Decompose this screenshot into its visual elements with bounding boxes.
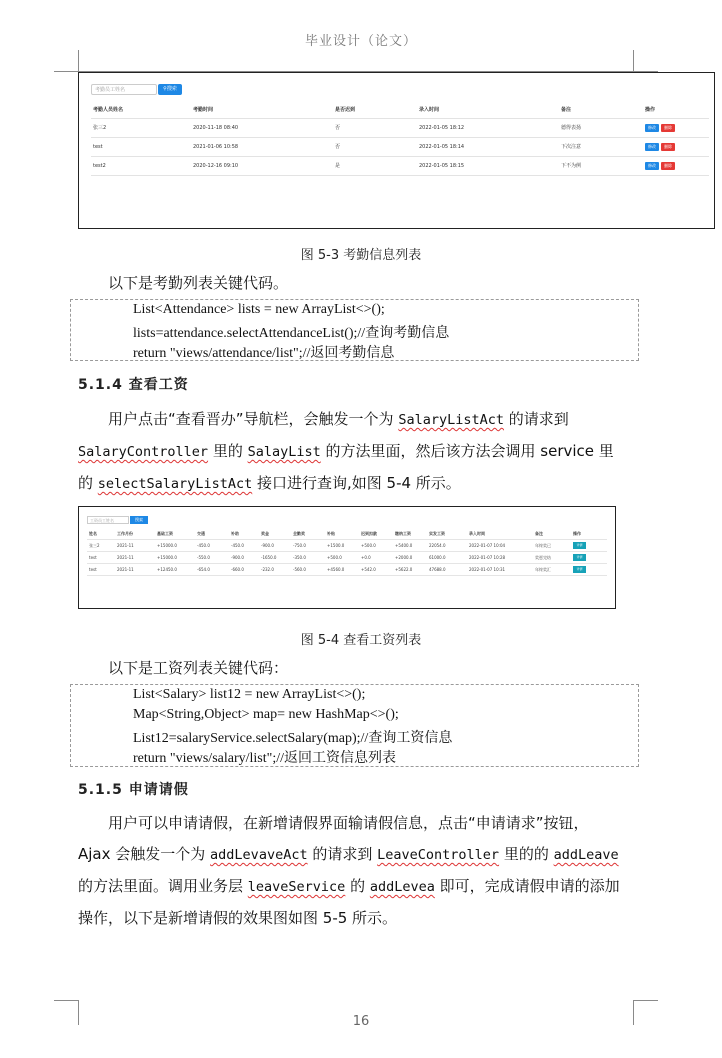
detail-button[interactable]: 详情 <box>573 554 586 561</box>
code-term: addLeave <box>553 847 619 863</box>
table-cell: +5400.0 <box>395 543 413 548</box>
table-cell: 张三2 <box>89 543 100 548</box>
text-span: 的 <box>78 474 98 492</box>
table-cell: 2021-11 <box>117 555 134 560</box>
paragraph-span: 以下是工资列表关键代码： <box>108 659 289 677</box>
table-row <box>91 157 709 176</box>
cell-entry-time: 2022-01-05 18:14 <box>419 144 465 150</box>
table-cell: -450.0 <box>197 543 210 548</box>
table-cell: -350.0 <box>293 555 306 560</box>
paragraph-text <box>78 404 634 500</box>
paragraph-text <box>78 808 634 934</box>
cell-remark: 下不为例 <box>561 163 582 169</box>
salary-table <box>87 529 607 576</box>
text-span: 里的 <box>208 442 248 460</box>
column-header: 备注 <box>535 531 543 536</box>
table-row <box>87 552 607 564</box>
search-input[interactable]: 考勤员工姓名 <box>91 84 157 95</box>
figure-caption: 图 5-3 考勤信息列表 <box>300 248 422 263</box>
table-cell: +15000.0 <box>157 543 177 548</box>
cell-time: 2020-12-16 09:10 <box>193 163 239 169</box>
section-heading: 5.1.4 查看工资 <box>78 377 189 393</box>
table-cell: 2022-01-07 10:31 <box>469 567 506 572</box>
column-header: 操作 <box>573 531 581 536</box>
table-cell: +500.0 <box>361 543 376 548</box>
code-block <box>70 684 639 767</box>
search-input[interactable]: 工资员工姓名 <box>87 516 129 524</box>
edit-button[interactable]: 修改 <box>645 143 659 151</box>
column-header: 全勤奖 <box>293 531 305 536</box>
table-cell: 61000.0 <box>429 555 446 560</box>
edit-button[interactable]: 修改 <box>645 162 659 170</box>
delete-button[interactable]: 删除 <box>661 143 675 151</box>
code-block <box>70 299 639 361</box>
cell-entry-time: 2022-01-05 18:12 <box>419 125 465 131</box>
table-cell: test <box>89 555 97 560</box>
delete-button[interactable]: 删除 <box>661 162 675 170</box>
table-cell: -900.0 <box>231 555 244 560</box>
code-line: return "views/salary/list";//返回工资信息列表 <box>133 751 397 766</box>
table-cell: -900.0 <box>261 543 274 548</box>
column-header: 工作月份 <box>117 531 133 536</box>
column-header: 基础工资 <box>157 531 173 536</box>
code-line: Map<String,Object> map= new HashMap<>(); <box>133 707 399 722</box>
code-term: selectSalaryListAct <box>97 476 253 492</box>
column-header: 交通 <box>197 531 205 536</box>
table-cell: -750.0 <box>293 543 306 548</box>
table-cell: test <box>89 567 97 572</box>
column-header: 备注 <box>561 107 572 113</box>
table-row <box>87 540 607 552</box>
code-line: List12=salaryService.selectSalary(map);//查询工资信息 <box>133 731 453 746</box>
code-term: leaveService <box>247 879 346 895</box>
table-cell: 年终奖汇 <box>535 567 551 572</box>
table-cell: -450.0 <box>231 543 244 548</box>
table-cell: +2000.0 <box>395 555 413 560</box>
text-span: 接口进行查询,如图 5-4 所示。 <box>252 474 461 492</box>
attendance-table <box>91 102 709 176</box>
search-icon: ⚲ <box>163 86 167 92</box>
paragraph-text <box>78 268 634 299</box>
detail-button[interactable]: 详情 <box>573 566 586 573</box>
section-heading: 5.1.5 申请请假 <box>78 782 189 798</box>
search-button[interactable] <box>158 84 182 95</box>
cell-late: 否 <box>335 125 341 131</box>
column-header: 考勤人员姓名 <box>93 107 124 113</box>
table-header-row <box>87 529 607 540</box>
table-cell: -654.0 <box>197 567 210 572</box>
table-cell: -1650.0 <box>261 555 277 560</box>
table-header-row <box>91 102 709 119</box>
code-line: List<Attendance> lists = new ArrayList<>(); <box>133 302 385 317</box>
column-header: 是否迟到 <box>335 107 356 113</box>
table-cell: 47688.0 <box>429 567 446 572</box>
text-span: 操作，以下是新增请假的效果图如图 5-5 所示。 <box>78 909 398 927</box>
column-header: 录入时间 <box>469 531 485 536</box>
text-span: 的方法里面，然后该方法会调用 service 里 <box>320 442 614 460</box>
cell-time: 2021-01-06 10:58 <box>193 144 239 150</box>
table-cell: +5622.0 <box>395 567 413 572</box>
code-term: addLevea <box>369 879 435 895</box>
code-line: List<Salary> list12 = new ArrayList<>(); <box>133 687 366 702</box>
delete-button[interactable]: 删除 <box>661 124 675 132</box>
paragraph-text <box>78 653 634 684</box>
code-term: SalaryListAct <box>398 412 504 428</box>
text-span: Ajax 会触发一个为 <box>78 845 211 863</box>
table-cell: 2021-11 <box>117 567 134 572</box>
paragraph-span: 以下是考勤列表关键代码。 <box>108 274 289 292</box>
text-span: 即可，完成请假申请的添加 <box>434 877 620 895</box>
table-row <box>87 564 607 576</box>
text-span: 用户点击“查看晋办”导航栏，会触发一个为 <box>108 410 399 428</box>
table-cell: +500.0 <box>327 555 342 560</box>
detail-button[interactable]: 详情 <box>573 542 586 549</box>
table-cell: -560.0 <box>293 567 306 572</box>
edit-button[interactable]: 修改 <box>645 124 659 132</box>
cell-name: 张三2 <box>93 125 107 131</box>
table-cell: -550.0 <box>197 555 210 560</box>
table-cell: +4560.0 <box>327 567 345 572</box>
code-line: lists=attendance.selectAttendanceList();//查询考勤信息 <box>133 326 450 341</box>
cell-name: test2 <box>93 163 106 169</box>
search-button-label: 搜索 <box>166 86 177 92</box>
cell-entry-time: 2022-01-05 18:15 <box>419 163 465 169</box>
code-line: return "views/attendance/list";//返回考勤信息 <box>133 346 395 361</box>
column-header: 迟到扣款 <box>361 531 377 536</box>
text-span: 的请求到 <box>307 845 378 863</box>
column-header: 补助 <box>231 531 239 536</box>
table-cell: +1500.0 <box>327 543 345 548</box>
table-cell: 2021-11 <box>117 543 134 548</box>
figure-salary-screenshot <box>78 506 616 609</box>
table-row <box>91 138 709 157</box>
crop-mark-top-right <box>633 50 658 72</box>
page-header-title: 毕业设计（论文） <box>304 34 417 49</box>
column-header: 补贴 <box>327 531 335 536</box>
table-cell: 年终奖已 <box>535 543 551 548</box>
column-header: 考勤时间 <box>193 107 214 113</box>
figure-attendance-screenshot <box>78 72 715 229</box>
crop-mark-top-left <box>54 50 79 72</box>
cell-name: test <box>93 144 103 150</box>
code-term: SalaryController <box>78 444 209 460</box>
text-span: 的请求到 <box>503 410 569 428</box>
text-span: 里的的 <box>499 845 554 863</box>
table-cell: -232.0 <box>261 567 274 572</box>
text-span: 用户可以申请请假，在新增请假界面输请假信息，点击“申请请求”按钮， <box>108 814 589 832</box>
text-span: 的方法里面。调用业务层 <box>78 877 248 895</box>
cell-time: 2020-11-18 08:40 <box>193 125 239 131</box>
table-cell: 22054.0 <box>429 543 446 548</box>
table-cell: 2022-01-07 10:04 <box>469 543 506 548</box>
column-header: 操作 <box>645 107 656 113</box>
table-cell: +0.0 <box>361 555 371 560</box>
table-cell: +542.0 <box>361 567 376 572</box>
table-cell: -660.0 <box>231 567 244 572</box>
table-cell: +12450.0 <box>157 567 177 572</box>
table-cell: 2022-01-07 10:28 <box>469 555 506 560</box>
table-row <box>91 119 709 138</box>
figure-caption: 图 5-4 查看工资列表 <box>300 633 422 648</box>
code-term: SalayList <box>247 444 321 460</box>
text-span: 的 <box>345 877 370 895</box>
column-header: 奖金 <box>261 531 269 536</box>
column-header: 姓名 <box>89 531 97 536</box>
page-number: 16 <box>352 1014 370 1029</box>
code-term: addLevaveAct <box>210 847 308 863</box>
table-cell: 奖惩完结 <box>535 555 551 560</box>
search-button[interactable]: 搜索 <box>130 516 148 524</box>
column-header: 录入时间 <box>419 107 440 113</box>
cell-late: 否 <box>335 144 341 150</box>
cell-remark: 下次注意 <box>561 144 582 150</box>
column-header: 实发工资 <box>429 531 445 536</box>
cell-late: 是 <box>335 163 341 169</box>
code-term: LeaveController <box>377 847 500 863</box>
cell-remark: 德得表扬 <box>561 125 582 131</box>
table-cell: +15000.0 <box>157 555 177 560</box>
column-header: 缴纳工资 <box>395 531 411 536</box>
